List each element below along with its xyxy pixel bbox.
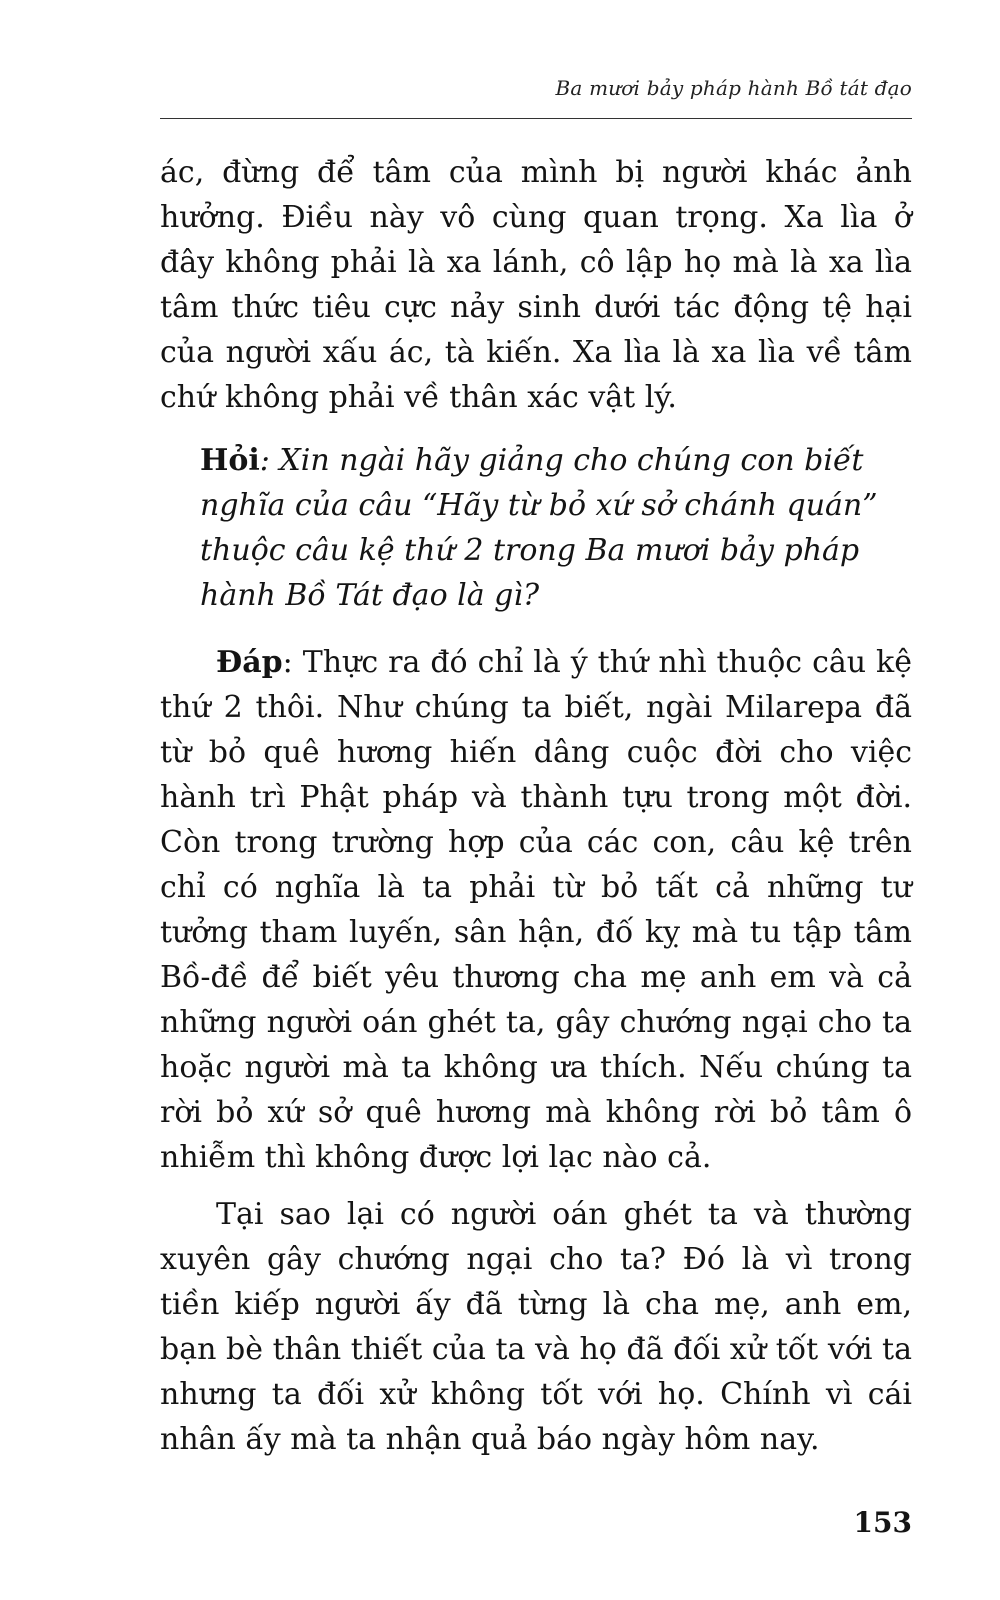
question-text: : Xin ngài hãy giảng cho chúng con biết nghĩa của câu “Hãy từ bỏ xứ sở chánh quán” thuộc câu kệ thứ 2 trong Ba mươi bảy pháp hành Bồ Tát đạo là gì? [200, 443, 878, 613]
answer-label: Đáp [216, 645, 283, 680]
running-header-title: Ba mươi bảy pháp hành Bồ tát đạo [555, 76, 912, 100]
body-text [160, 150, 912, 1462]
question-paragraph [200, 438, 912, 618]
header-rule [160, 118, 912, 119]
answer-paragraph [160, 640, 912, 1180]
page-number: 153 [853, 1506, 912, 1539]
question-label: Hỏi [200, 443, 260, 478]
paragraph-explanation: Tại sao lại có người oán ghét ta và thường xuyên gây chướng ngại cho ta? Đó là vì trong tiền kiếp người ấy đã từng là cha mẹ, anh em, bạn bè thân thiết của ta và họ đã đối xử tốt với ta nhưng ta đối xử không tốt với họ. Chính vì cái nhân ấy mà ta nhận quả báo ngày hôm nay. [160, 1197, 912, 1457]
answer-text: : Thực ra đó chỉ là ý thứ nhì thuộc câu kệ thứ 2 thôi. Như chúng ta biết, ngài Milarepa đã từ bỏ quê hương hiến dâng cuộc đời cho việc hành trì Phật pháp và thành tựu trong một đời. Còn trong trường hợp của các con, câu kệ trên chỉ có nghĩa là ta phải từ bỏ tất cả những tư tưởng tham luyến, sân hận, đố kỵ mà tu tập tâm Bồ-đề để biết yêu thương cha mẹ anh em và cả những người oán ghét ta, gây chướng ngại cho ta hoặc người mà ta không ưa thích. Nếu chúng ta rời bỏ xứ sở quê hương mà không rời bỏ tâm ô nhiễm thì không được lợi lạc nào cả. [160, 645, 912, 1175]
paragraph-continuation: ác, đừng để tâm của mình bị người khác ảnh hưởng. Điều này vô cùng quan trọng. Xa lìa ở đây không phải là xa lánh, cô lập họ mà là xa lìa tâm thức tiêu cực nảy sinh dưới tác động tệ hại của người xấu ác, tà kiến. Xa lìa là xa lìa về tâm chứ không phải về thân xác vật lý. [160, 155, 912, 415]
